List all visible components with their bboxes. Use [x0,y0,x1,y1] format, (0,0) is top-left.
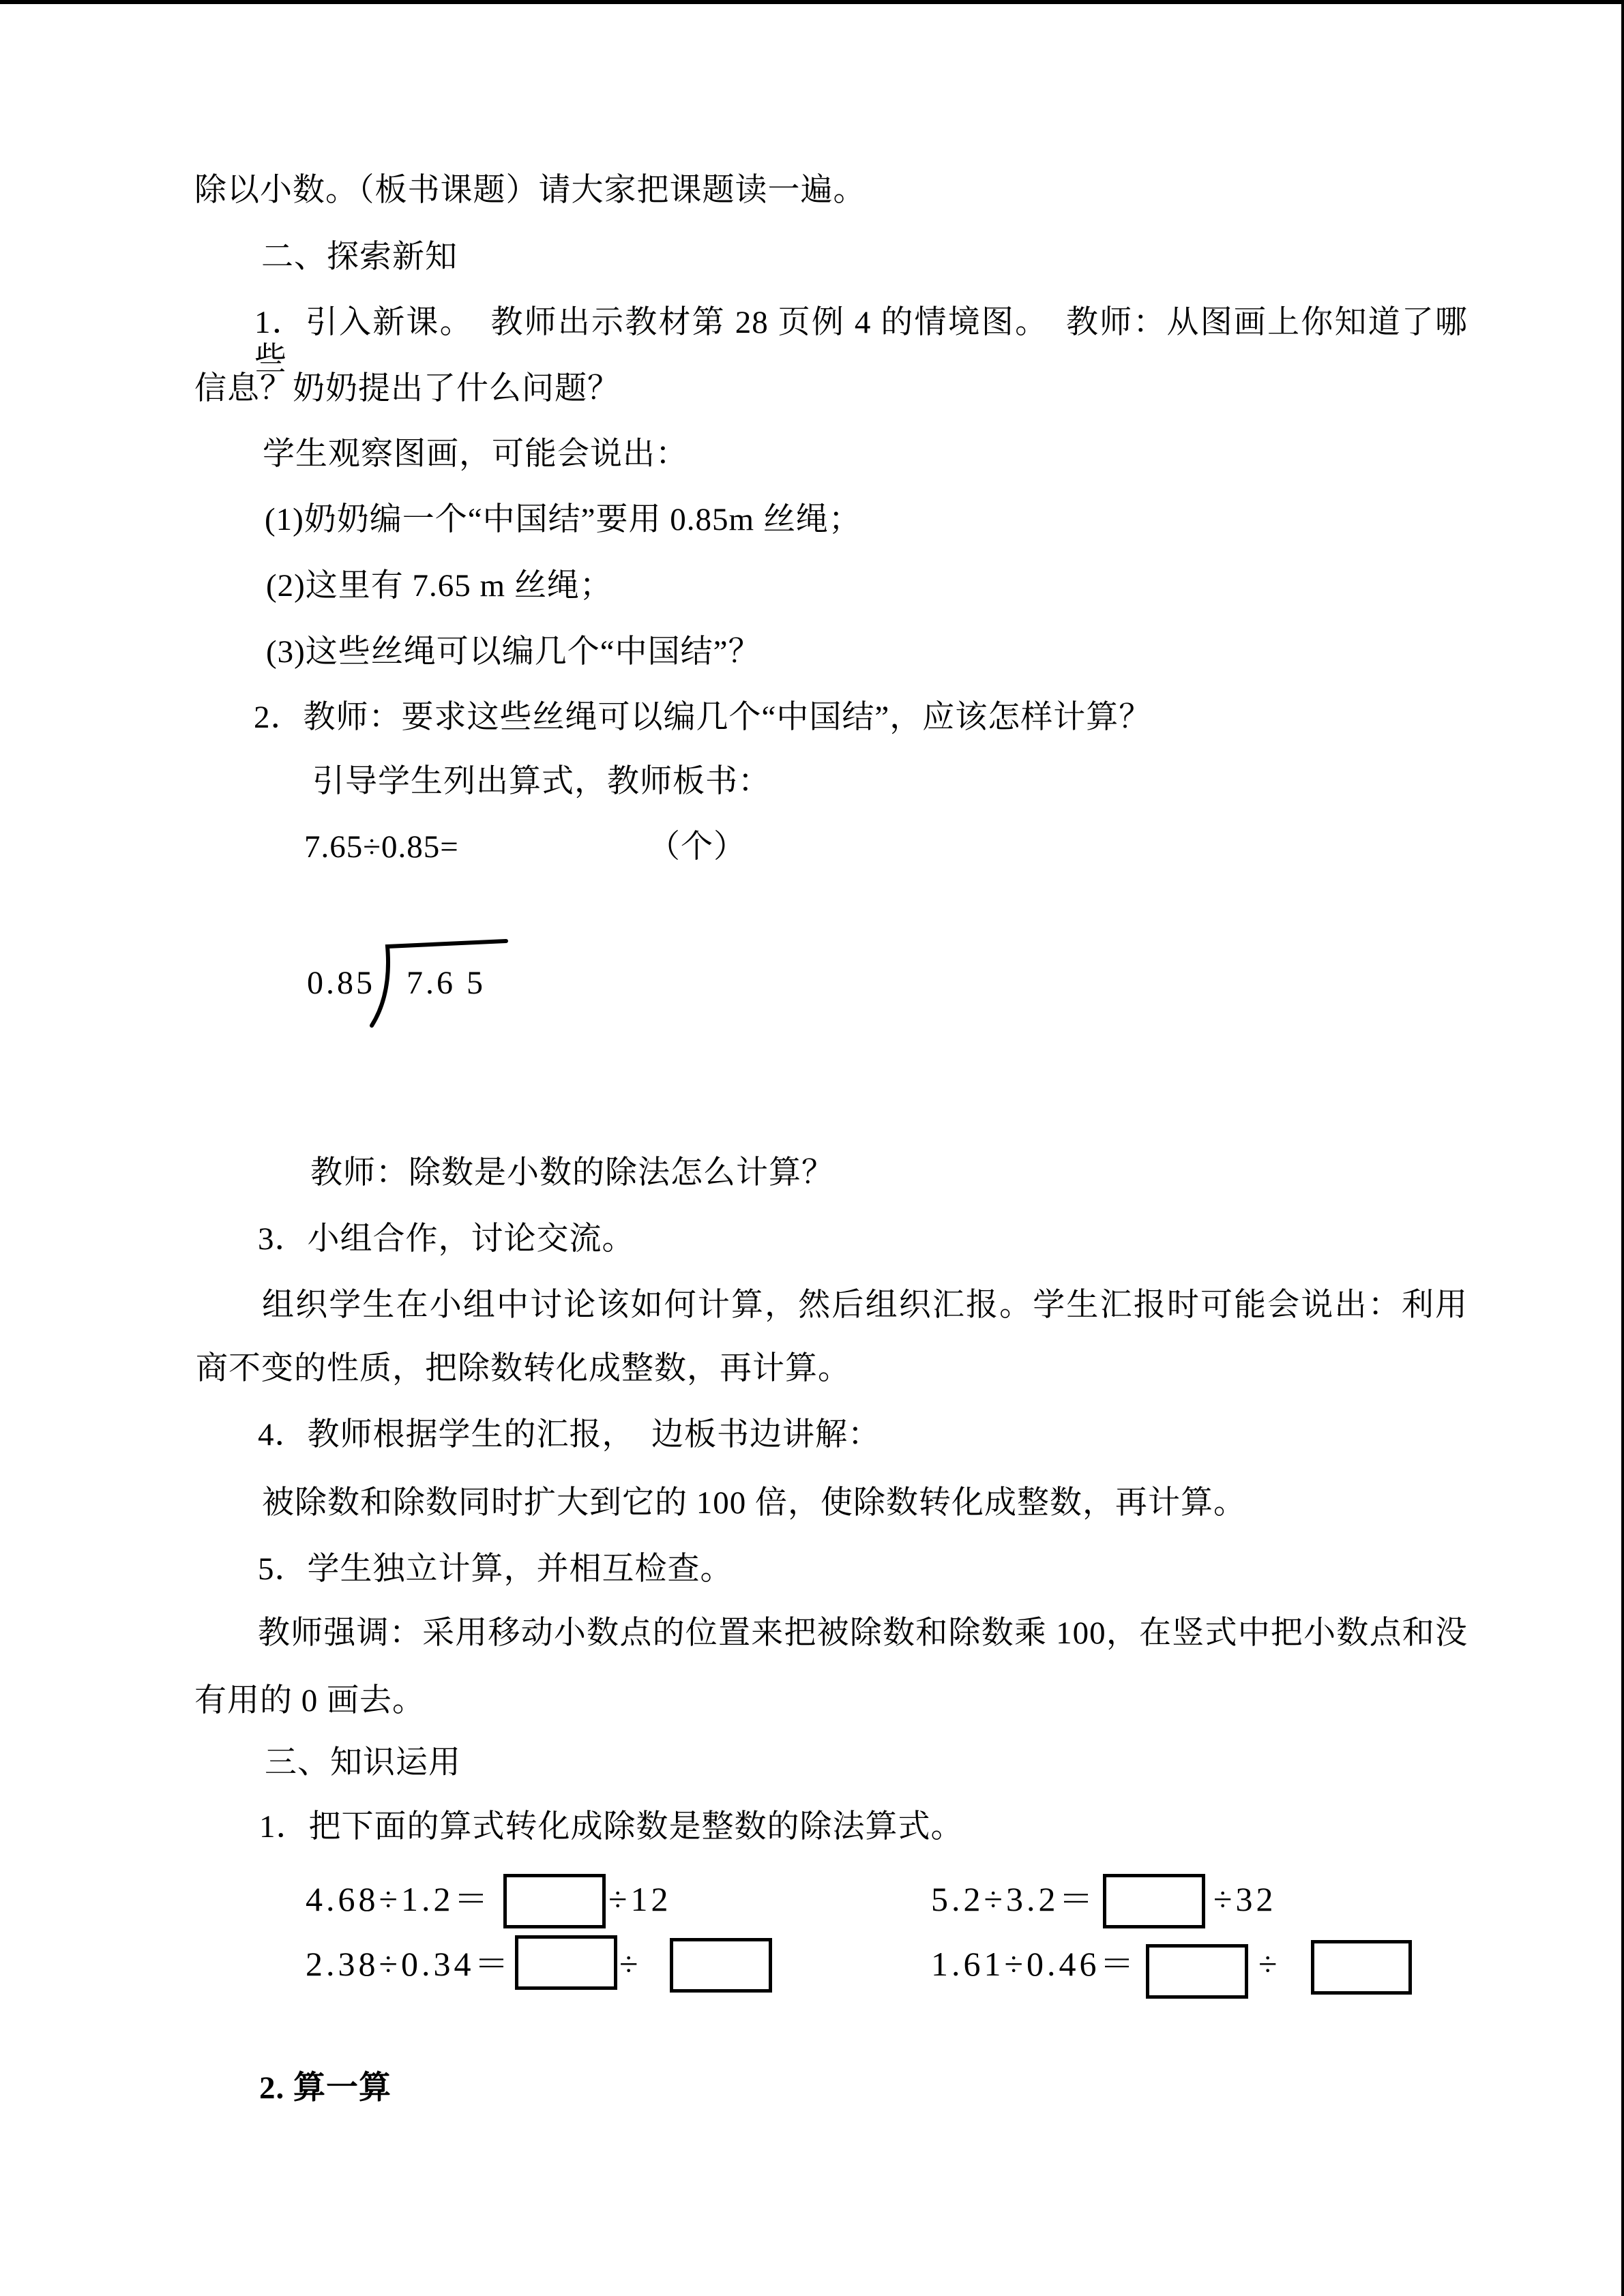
answer-box-5 [1146,1944,1248,1999]
exercise2-title: 2. 算一算 [259,2070,392,2106]
item1-line1: 1．引入新课。 教师出示教材第 28 页例 4 的情境图。 教师：从图画上你知道了哪些 [254,305,1468,378]
paragraph-intro-tail: 除以小数。（板书课题）请大家把课题读一遍。 [194,173,866,208]
item3-line2: 组织学生在小组中讨论该如何计算，然后组织汇报。学生汇报时可能会说出：利用 [262,1287,1468,1323]
answer-box-3 [515,1935,617,1990]
long-division-divisor: 0.85 [307,965,375,1001]
eq4-mid-op: ÷ [1258,1945,1281,1983]
formula-lhs: 7.65÷0.85= [304,829,459,865]
eq4-lhs: 1.61÷0.46＝ [931,1945,1138,1983]
item1-line3: 学生观察图画，可能会说出： [263,436,688,472]
item5-line2: 教师强调：采用移动小数点的位置来把被除数和除数乘 100，在竖式中把小数点和没 [258,1615,1468,1651]
item3-line3: 商不变的性质，把除数转化成整数，再计算。 [196,1351,851,1386]
formula-unit: （个） [648,829,746,865]
eq2-rhs-op: ÷32 [1213,1880,1277,1918]
observation-1: (1)奶奶编一个“中国结”要用 0.85m 丝绳； [265,502,861,537]
scan-top-edge [0,0,1624,4]
observation-2: (2)这里有 7.65 m 丝绳； [266,568,612,603]
item2-line3: 教师：除数是小数的除法怎么计算？ [310,1155,834,1191]
long-division-dividend: 7.6 5 [407,965,486,1001]
item4-line2: 被除数和除数同时扩大到它的 100 倍，使除数转化成整数，再计算。 [262,1485,1246,1521]
item5-line1: 5．学生独立计算，并相互检查。 [258,1551,733,1587]
item3-line1: 3．小组合作，讨论交流。 [258,1221,635,1257]
exercise1-title: 1．把下面的算式转化成除数是整数的除法算式。 [259,1809,964,1845]
section3-heading: 三、知识运用 [265,1745,461,1780]
eq3-mid-op: ÷ [619,1945,642,1983]
item5-line3: 有用的 0 画去。 [194,1683,425,1718]
eq2-lhs: 5.2÷3.2＝ [931,1880,1097,1918]
item1-line2: 信息？奶奶提出了什么问题？ [194,371,620,406]
eq3-lhs: 2.38÷0.34＝ [306,1945,512,1983]
answer-box-2 [1103,1874,1205,1928]
answer-box-6 [1311,1940,1412,1995]
answer-box-1 [503,1874,606,1928]
eq1-lhs: 4.68÷1.2＝ [306,1880,492,1918]
observation-3: (3)这些丝绳可以编几个“中国结”？ [266,634,761,670]
eq1-rhs-op: ÷12 [608,1880,672,1918]
section2-heading: 二、探索新知 [261,239,458,275]
item2-line2: 引导学生列出算式，教师板书： [312,764,771,799]
answer-box-4 [670,1938,772,1993]
item2-line1: 2．教师：要求这些丝绳可以编几个“中国结”，应该怎样计算？ [254,700,1152,735]
item4-line1: 4．教师根据学生的汇报， 边板书边讲解： [258,1417,881,1452]
scan-right-edge [1621,0,1624,2296]
